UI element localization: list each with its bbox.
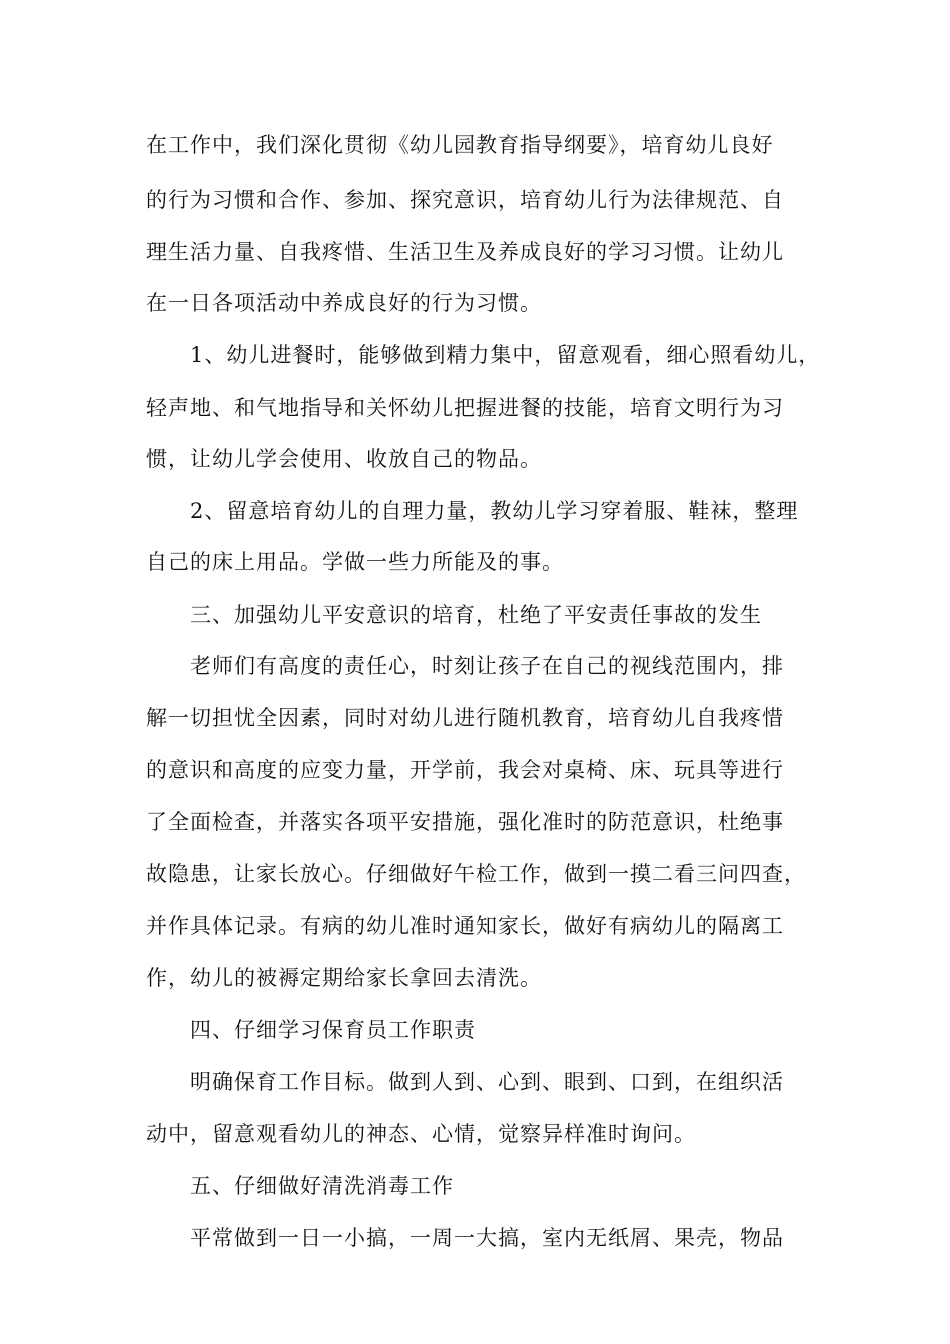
- text-line: 并作具体记录。有病的幼儿准时通知家长，做好有病幼儿的隔离工: [146, 914, 784, 938]
- section-heading: 四、仔细学习保育员工作职责: [190, 1018, 476, 1042]
- text-line: 轻声地、和气地指导和关怀幼儿把握进餐的技能，培育文明行为习: [146, 396, 784, 420]
- text-line: 自己的床上用品。学做一些力所能及的事。: [146, 550, 564, 574]
- text-line: 平常做到一日一小搞，一周一大搞，室内无纸屑、果壳，物品: [190, 1226, 784, 1250]
- text-line: 2、留意培育幼儿的自理力量，教幼儿学习穿着服、鞋袜，整理: [190, 499, 799, 523]
- text-line: 了全面检查，并落实各项平安措施，强化准时的防范意识，杜绝事: [146, 810, 784, 834]
- section-heading: 三、加强幼儿平安意识的培育，杜绝了平安责任事故的发生: [190, 603, 762, 627]
- text-line: 故隐患，让家长放心。仔细做好午检工作，做到一摸二看三问四查，: [146, 862, 806, 886]
- text-line: 理生活力量、自我疼惜、生活卫生及养成良好的学习习惯。让幼儿: [146, 240, 784, 264]
- text-line: 动中，留意观看幼儿的神态、心情，觉察异样准时询问。: [146, 1122, 696, 1146]
- text-line: 的行为习惯和合作、参加、探究意识，培育幼儿行为法律规范、自: [146, 188, 784, 212]
- text-line: 在工作中，我们深化贯彻《幼儿园教育指导纲要》，培育幼儿良好: [146, 133, 774, 157]
- text-line: 的意识和高度的应变力量，开学前，我会对桌椅、床、玩具等进行: [146, 758, 784, 782]
- text-line: 老师们有高度的责任心，时刻让孩子在自己的视线范围内，排: [190, 654, 784, 678]
- text-line: 1、幼儿进餐时，能够做到精力集中，留意观看，细心照看幼儿，: [190, 343, 821, 367]
- section-heading: 五、仔细做好清洗消毒工作: [190, 1174, 454, 1198]
- text-line: 解一切担忧全因素，同时对幼儿进行随机教育，培育幼儿自我疼惜: [146, 706, 784, 730]
- text-line: 在一日各项活动中养成良好的行为习惯。: [146, 291, 542, 315]
- text-line: 作，幼儿的被褥定期给家长拿回去清洗。: [146, 966, 542, 990]
- text-line: 明确保育工作目标。做到人到、心到、眼到、口到，在组织活: [190, 1070, 784, 1094]
- text-line: 惯，让幼儿学会使用、收放自己的物品。: [146, 447, 542, 471]
